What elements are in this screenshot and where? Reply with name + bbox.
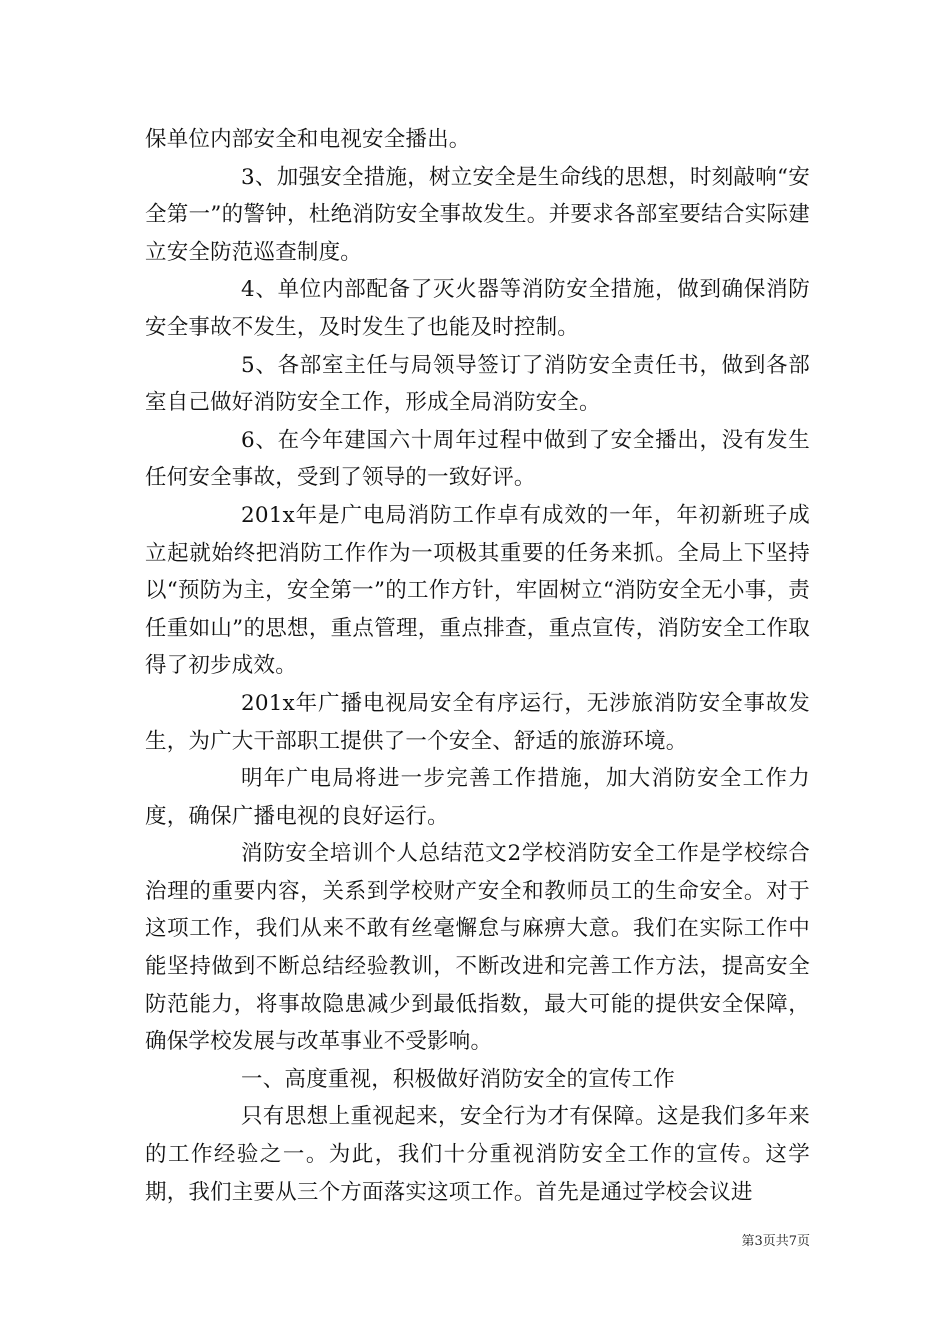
paragraph: 201x年广播电视局安全有序运行，无涉旅消防安全事故发生，为广大干部职工提供了一个安全、舒适的旅游环境。	[145, 690, 810, 754]
paragraph: 只有思想上重视起来，安全行为才有保障。这是我们多年来的工作经验之一。为此，我们十分重视消防安全工作的宣传。这学期，我们主要从三个方面落实这项工作。首先是通过学校会议进	[145, 1104, 810, 1205]
page-number-footer	[741, 1233, 810, 1251]
paragraph: 6、在今年建国六十周年过程中做到了安全播出，没有发生任何安全事故，受到了领导的一致好评。	[145, 427, 810, 491]
document-body	[145, 121, 810, 1211]
paragraph: 保单位内部安全和电视安全播出。	[145, 127, 471, 152]
paragraph: 消防安全培训个人总结范文2学校消防安全工作是学校综合治理的重要内容，关系到学校财产安全和教师员工的生命安全。对于这项工作，我们从来不敢有丝毫懈怠与麻痹大意。我们在实际工作中能坚持做到不断总结经验教训，不断改进和完善工作方法，提高安全防范能力，将事故隐患减少到最低指数，最大可能的提供安全保障，确保学校发展与改革事业不受影响。	[145, 841, 810, 1055]
paragraph: 3、加强安全措施，树立安全是生命线的思想，时刻敲响“安全第一”的警钟，杜绝消防安全事故发生。并要求各部室要结合实际建立安全防范巡查制度。	[145, 164, 810, 265]
section-heading: 一、高度重视，积极做好消防安全的宣传工作	[241, 1066, 676, 1092]
page-number-label: 第3页共7页	[741, 1234, 810, 1249]
paragraph: 201x年是广电局消防工作卓有成效的一年，年初新班子成立起就始终把消防工作作为一项极其重要的任务来抓。全局上下坚持以“预防为主，安全第一”的工作方针，牢固树立“消防安全无小事，责任重如山”的思想，重点管理，重点排查，重点宣传，消防安全工作取得了初步成效。	[145, 502, 810, 679]
paragraph: 明年广电局将进一步完善工作措施，加大消防安全工作力度，确保广播电视的良好运行。	[145, 766, 810, 829]
paragraph: 4、单位内部配备了灭火器等消防安全措施，做到确保消防安全事故不发生，及时发生了也能及时控制。	[145, 277, 810, 340]
paragraph: 5、各部室主任与局领导签订了消防安全责任书，做到各部室自己做好消防安全工作，形成全局消防安全。	[145, 352, 810, 416]
